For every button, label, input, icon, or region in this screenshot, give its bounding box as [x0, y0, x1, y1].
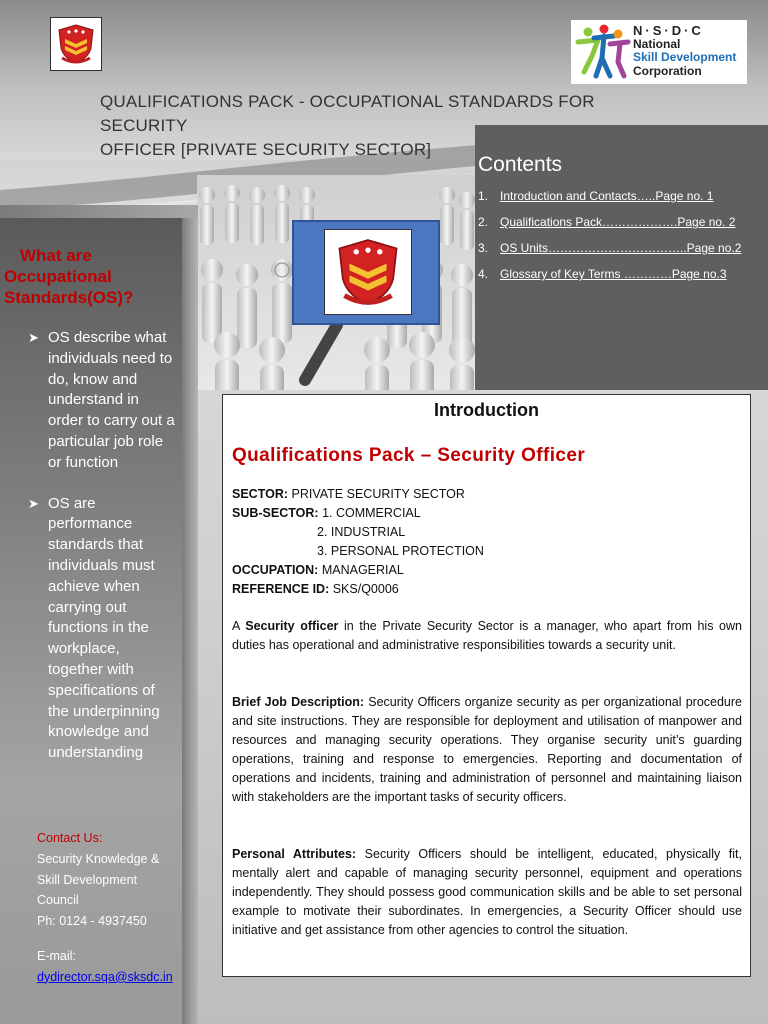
contact-org-line1: Security Knowledge &: [37, 851, 160, 866]
contents-item: 4. Glossary of Key Terms …………Page no.3: [478, 267, 727, 281]
personal-attributes-paragraph: Personal Attributes: Security Officers should be intelligent, educated, physically fit, mentally alert and capable of managing security personnel, equipment and operations independently. They should possess good communication skills and be able to set personal example to motivate their subordinates. In emergencies, a Security Officer should use initiative and get assistance from other agencies to control the situation.: [232, 847, 742, 937]
introduction-box: [222, 394, 751, 977]
contact-phone: Ph: 0124 - 4937450: [37, 914, 147, 929]
qp-metadata: [232, 485, 484, 599]
list-item: ➤ OS describe what individuals need to do, know and understand in order to carry out a particular job role or function: [28, 329, 175, 471]
introduction-title: Introduction: [434, 400, 539, 420]
contact-org-line2: Skill Development: [37, 872, 138, 887]
os-heading-line1: What are: [20, 246, 92, 265]
contents-item: 1. Introduction and Contacts…..Page no. 1: [478, 189, 714, 203]
contact-block: [37, 828, 187, 988]
contents-item: 3. OS Units……………………………..Page no.2: [478, 241, 742, 255]
contact-email-label: E-mail:: [37, 948, 76, 963]
subsector-row-2: 2. INDUSTRIAL: [317, 525, 406, 539]
arrow-bullet-icon: ➤: [28, 330, 39, 345]
contact-email-link[interactable]: dydirector.sqa@sksdc.in: [37, 969, 173, 984]
document-title-line2: OFFICER [PRIVATE SECURITY SECTOR]: [100, 140, 432, 159]
contents-link-qualifications-pack[interactable]: Qualifications Pack……………….Page no. 2: [500, 215, 736, 229]
subsector-row-3: 3. PERSONAL PROTECTION: [317, 544, 484, 558]
document-title-line1: QUALIFICATIONS PACK - OCCUPATIONAL STANDARDS FOR SECURITY: [100, 92, 595, 135]
nsdc-acronym: N·S·D·C: [633, 23, 704, 38]
occupation-row: OCCUPATION: MANAGERIAL: [232, 563, 404, 577]
reference-row: REFERENCE ID: SKS/Q0006: [232, 582, 399, 596]
sksdc-logo-small: [50, 17, 102, 71]
os-heading-line3: Standards(OS)?: [4, 288, 134, 307]
magnifier-logo-panel: [292, 220, 440, 325]
intro-paragraph-1: A Security officer in the Private Security Sector is a manager, who apart from his own duties has operational and administrative responsibilities towards a security unit.: [232, 619, 742, 652]
magnifier-handle: [305, 325, 337, 380]
contents-list: [478, 186, 741, 290]
sksdc-logo-large: [324, 229, 412, 315]
sector-row: SECTOR: PRIVATE SECURITY SECTOR: [232, 487, 465, 501]
contact-heading: Contact Us:: [37, 831, 103, 845]
nsdc-logo: [571, 20, 747, 84]
contents-link-os-units[interactable]: OS Units……………………………..Page no.2: [500, 241, 742, 255]
subsector-row: SUB-SECTOR: 1. COMMERCIAL: [232, 506, 421, 520]
contents-link-introduction[interactable]: Introduction and Contacts…..Page no. 1: [500, 189, 714, 203]
contact-org-line3: Council: [37, 893, 79, 908]
contents-item: 2. Qualifications Pack……………….Page no. 2: [478, 215, 736, 229]
contents-link-glossary[interactable]: Glossary of Key Terms …………Page no.3: [500, 267, 727, 281]
list-item: ➤ OS are performance standards that individuals must achieve when carrying out functions in the workplace, together with specifications of the underpinning knowledge and understanding: [28, 494, 160, 762]
qualifications-pack-title: Qualifications Pack – Security Officer: [232, 445, 586, 466]
os-heading-line2: Occupational: [4, 267, 112, 286]
nsdc-line-national: National: [633, 37, 681, 52]
shield-emblem-icon: [54, 22, 98, 66]
os-heading: [4, 245, 179, 308]
people-figures-icon: [574, 22, 632, 82]
arrow-bullet-icon: ➤: [28, 495, 39, 511]
job-description-paragraph: Brief Job Description: Security Officers organize security as per organizational procedure and site instructions. They are responsible for deployment and utilisation of manpower and resources and managing security operations. They organise security unit’s guarding operations, training and response to emergencies. Reporting and documentation of operations and incidents, training and administration of personnel and maintaining liaison with stakeholders are the important tasks of security officers.: [232, 695, 742, 804]
nsdc-line-corporation: Corporation: [633, 63, 702, 78]
nsdc-line-skill: Skill Development: [633, 50, 737, 65]
contents-title: Contents: [478, 153, 563, 176]
os-bullet-list: [28, 328, 178, 784]
shield-emblem-icon: [331, 235, 405, 309]
left-panel-top-edge: [0, 205, 198, 219]
